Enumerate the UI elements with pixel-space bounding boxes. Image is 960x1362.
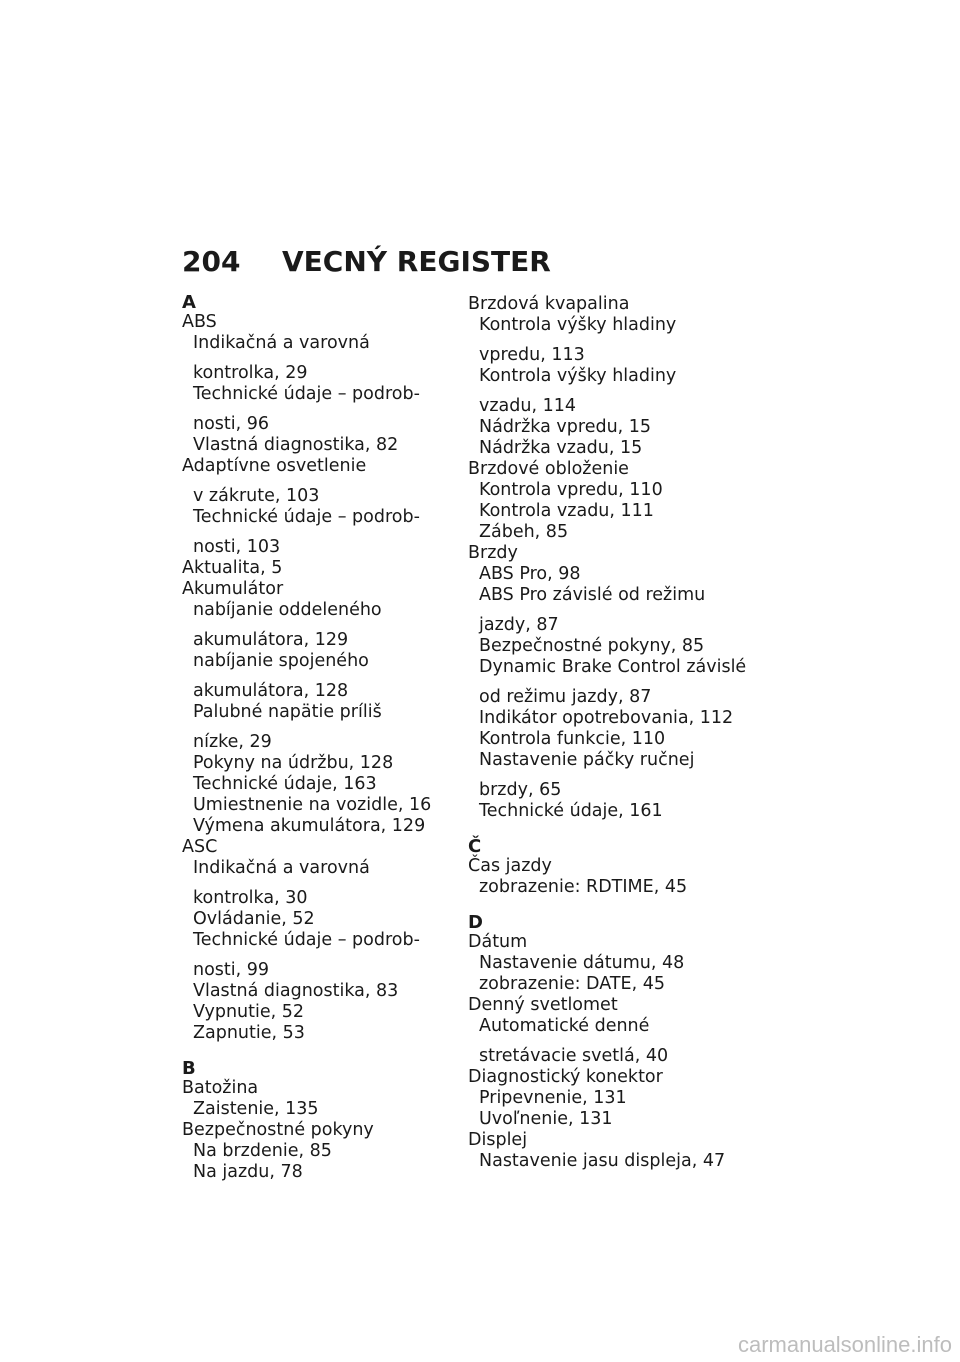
index-subentry: Dynamic Brake Control závislé: [479, 657, 747, 677]
index-subentry: Technické údaje – podrob-: [193, 384, 420, 404]
index-subentry: nabíjanie oddeleného: [193, 600, 382, 620]
index-subentry: Na jazdu, 78: [193, 1162, 303, 1182]
index-entry-brzdove-oblozenie: Brzdové obloženie: [468, 459, 629, 479]
section-letter-a: A: [182, 292, 196, 313]
index-subentry: nosti, 103: [193, 537, 281, 557]
index-subentry: Zaistenie, 135: [193, 1099, 319, 1119]
index-subentry: nabíjanie spojeného: [193, 651, 369, 671]
index-column-left: [182, 294, 452, 1183]
index-subentry: vzadu, 114: [479, 396, 576, 416]
index-subentry: nosti, 96: [193, 414, 270, 434]
index-subentry: zobrazenie: RDTIME, 45: [479, 877, 688, 897]
index-subentry: Nastavenie páčky ručnej: [479, 750, 695, 770]
index-subentry: Nádržka vzadu, 15: [479, 438, 643, 458]
index-subentry: Zábeh, 85: [479, 522, 569, 542]
section-letter-b: B: [182, 1058, 196, 1079]
index-subentry: Uvoľnenie, 131: [479, 1109, 613, 1129]
index-entry-adaptive-lighting: Adaptívne osvetlenie: [182, 456, 367, 476]
index-subentry: Umiestnenie na vozidle, 16: [193, 795, 432, 815]
index-subentry: Indikačná a varovná: [193, 858, 370, 878]
index-entry-abs: ABS: [182, 312, 217, 332]
index-column-right: [468, 294, 758, 1172]
index-subentry: Indikačná a varovná: [193, 333, 370, 353]
index-entry-batozina: Batožina: [182, 1078, 259, 1098]
index-subentry: Nastavenie jasu displeja, 47: [479, 1151, 726, 1171]
index-subentry: v zákrute, 103: [193, 486, 320, 506]
page-number: 204: [182, 245, 241, 278]
index-subentry: nosti, 99: [193, 960, 270, 980]
index-subentry: Pripevnenie, 131: [479, 1088, 627, 1108]
index-subentry: Nastavenie dátumu, 48: [479, 953, 685, 973]
index-entry-akumulator: Akumulátor: [182, 579, 284, 599]
index-subentry: Technické údaje, 161: [479, 801, 663, 821]
index-subentry: Kontrola výšky hladiny: [479, 315, 677, 335]
index-subentry: Vlastná diagnostika, 83: [193, 981, 399, 1001]
index-entry-bezpecnostne-pokyny: Bezpečnostné pokyny: [182, 1120, 374, 1140]
section-letter-c-caron: Č: [468, 836, 482, 857]
index-entry-asc: ASC: [182, 837, 218, 857]
index-subentry: Pokyny na údržbu, 128: [193, 753, 394, 773]
index-subentry: jazdy, 87: [479, 615, 559, 635]
index-subentry: Technické údaje, 163: [193, 774, 377, 794]
index-subentry: Výmena akumulátora, 129: [193, 816, 426, 836]
index-subentry: Vlastná diagnostika, 82: [193, 435, 399, 455]
index-subentry: Technické údaje – podrob-: [193, 507, 420, 527]
index-subentry: Nádržka vpredu, 15: [479, 417, 652, 437]
index-subentry: kontrolka, 30: [193, 888, 308, 908]
index-subentry: stretávacie svetlá, 40: [479, 1046, 669, 1066]
index-subentry: Palubné napätie príliš: [193, 702, 382, 722]
index-subentry: Bezpečnostné pokyny, 85: [479, 636, 705, 656]
index-subentry: od režimu jazdy, 87: [479, 687, 652, 707]
index-subentry: brzdy, 65: [479, 780, 562, 800]
index-entry-brzdova-kvapalina: Brzdová kvapalina: [468, 294, 630, 314]
index-subentry: ABS Pro závislé od režimu: [479, 585, 706, 605]
section-letter-d: D: [468, 912, 483, 933]
index-entry-displej: Displej: [468, 1130, 528, 1150]
index-subentry: Kontrola výšky hladiny: [479, 366, 677, 386]
index-entry-diagnosticky-konektor: Diagnostický konektor: [468, 1067, 663, 1087]
index-subentry: Vypnutie, 52: [193, 1002, 305, 1022]
index-subentry: Indikátor opotrebovania, 112: [479, 708, 734, 728]
index-subentry: kontrolka, 29: [193, 363, 308, 383]
index-entry-brzdy: Brzdy: [468, 543, 518, 563]
index-subentry: Na brzdenie, 85: [193, 1141, 332, 1161]
index-subentry: Zapnutie, 53: [193, 1023, 305, 1043]
index-entry-datum: Dátum: [468, 932, 528, 952]
index-subentry: ABS Pro, 98: [479, 564, 581, 584]
index-subentry: Kontrola vzadu, 111: [479, 501, 654, 521]
index-subentry: vpredu, 113: [479, 345, 585, 365]
page-title: VECNÝ REGISTER: [282, 245, 551, 278]
index-subentry: zobrazenie: DATE, 45: [479, 974, 665, 994]
index-subentry: nízke, 29: [193, 732, 272, 752]
watermark: carmanualsonline.info: [737, 1332, 952, 1357]
index-subentry: Technické údaje – podrob-: [193, 930, 420, 950]
index-subentry: Kontrola funkcie, 110: [479, 729, 666, 749]
index-subentry: akumulátora, 129: [193, 630, 349, 650]
index-entry-cas-jazdy: Čas jazdy: [468, 856, 552, 876]
index-subentry: Automatické denné: [479, 1016, 650, 1036]
index-subentry: Ovládanie, 52: [193, 909, 315, 929]
index-entry-denny-svetlomet: Denný svetlomet: [468, 995, 618, 1015]
index-subentry: Kontrola vpredu, 110: [479, 480, 663, 500]
index-subentry: akumulátora, 128: [193, 681, 349, 701]
index-entry-aktualita: Aktualita, 5: [182, 558, 283, 578]
